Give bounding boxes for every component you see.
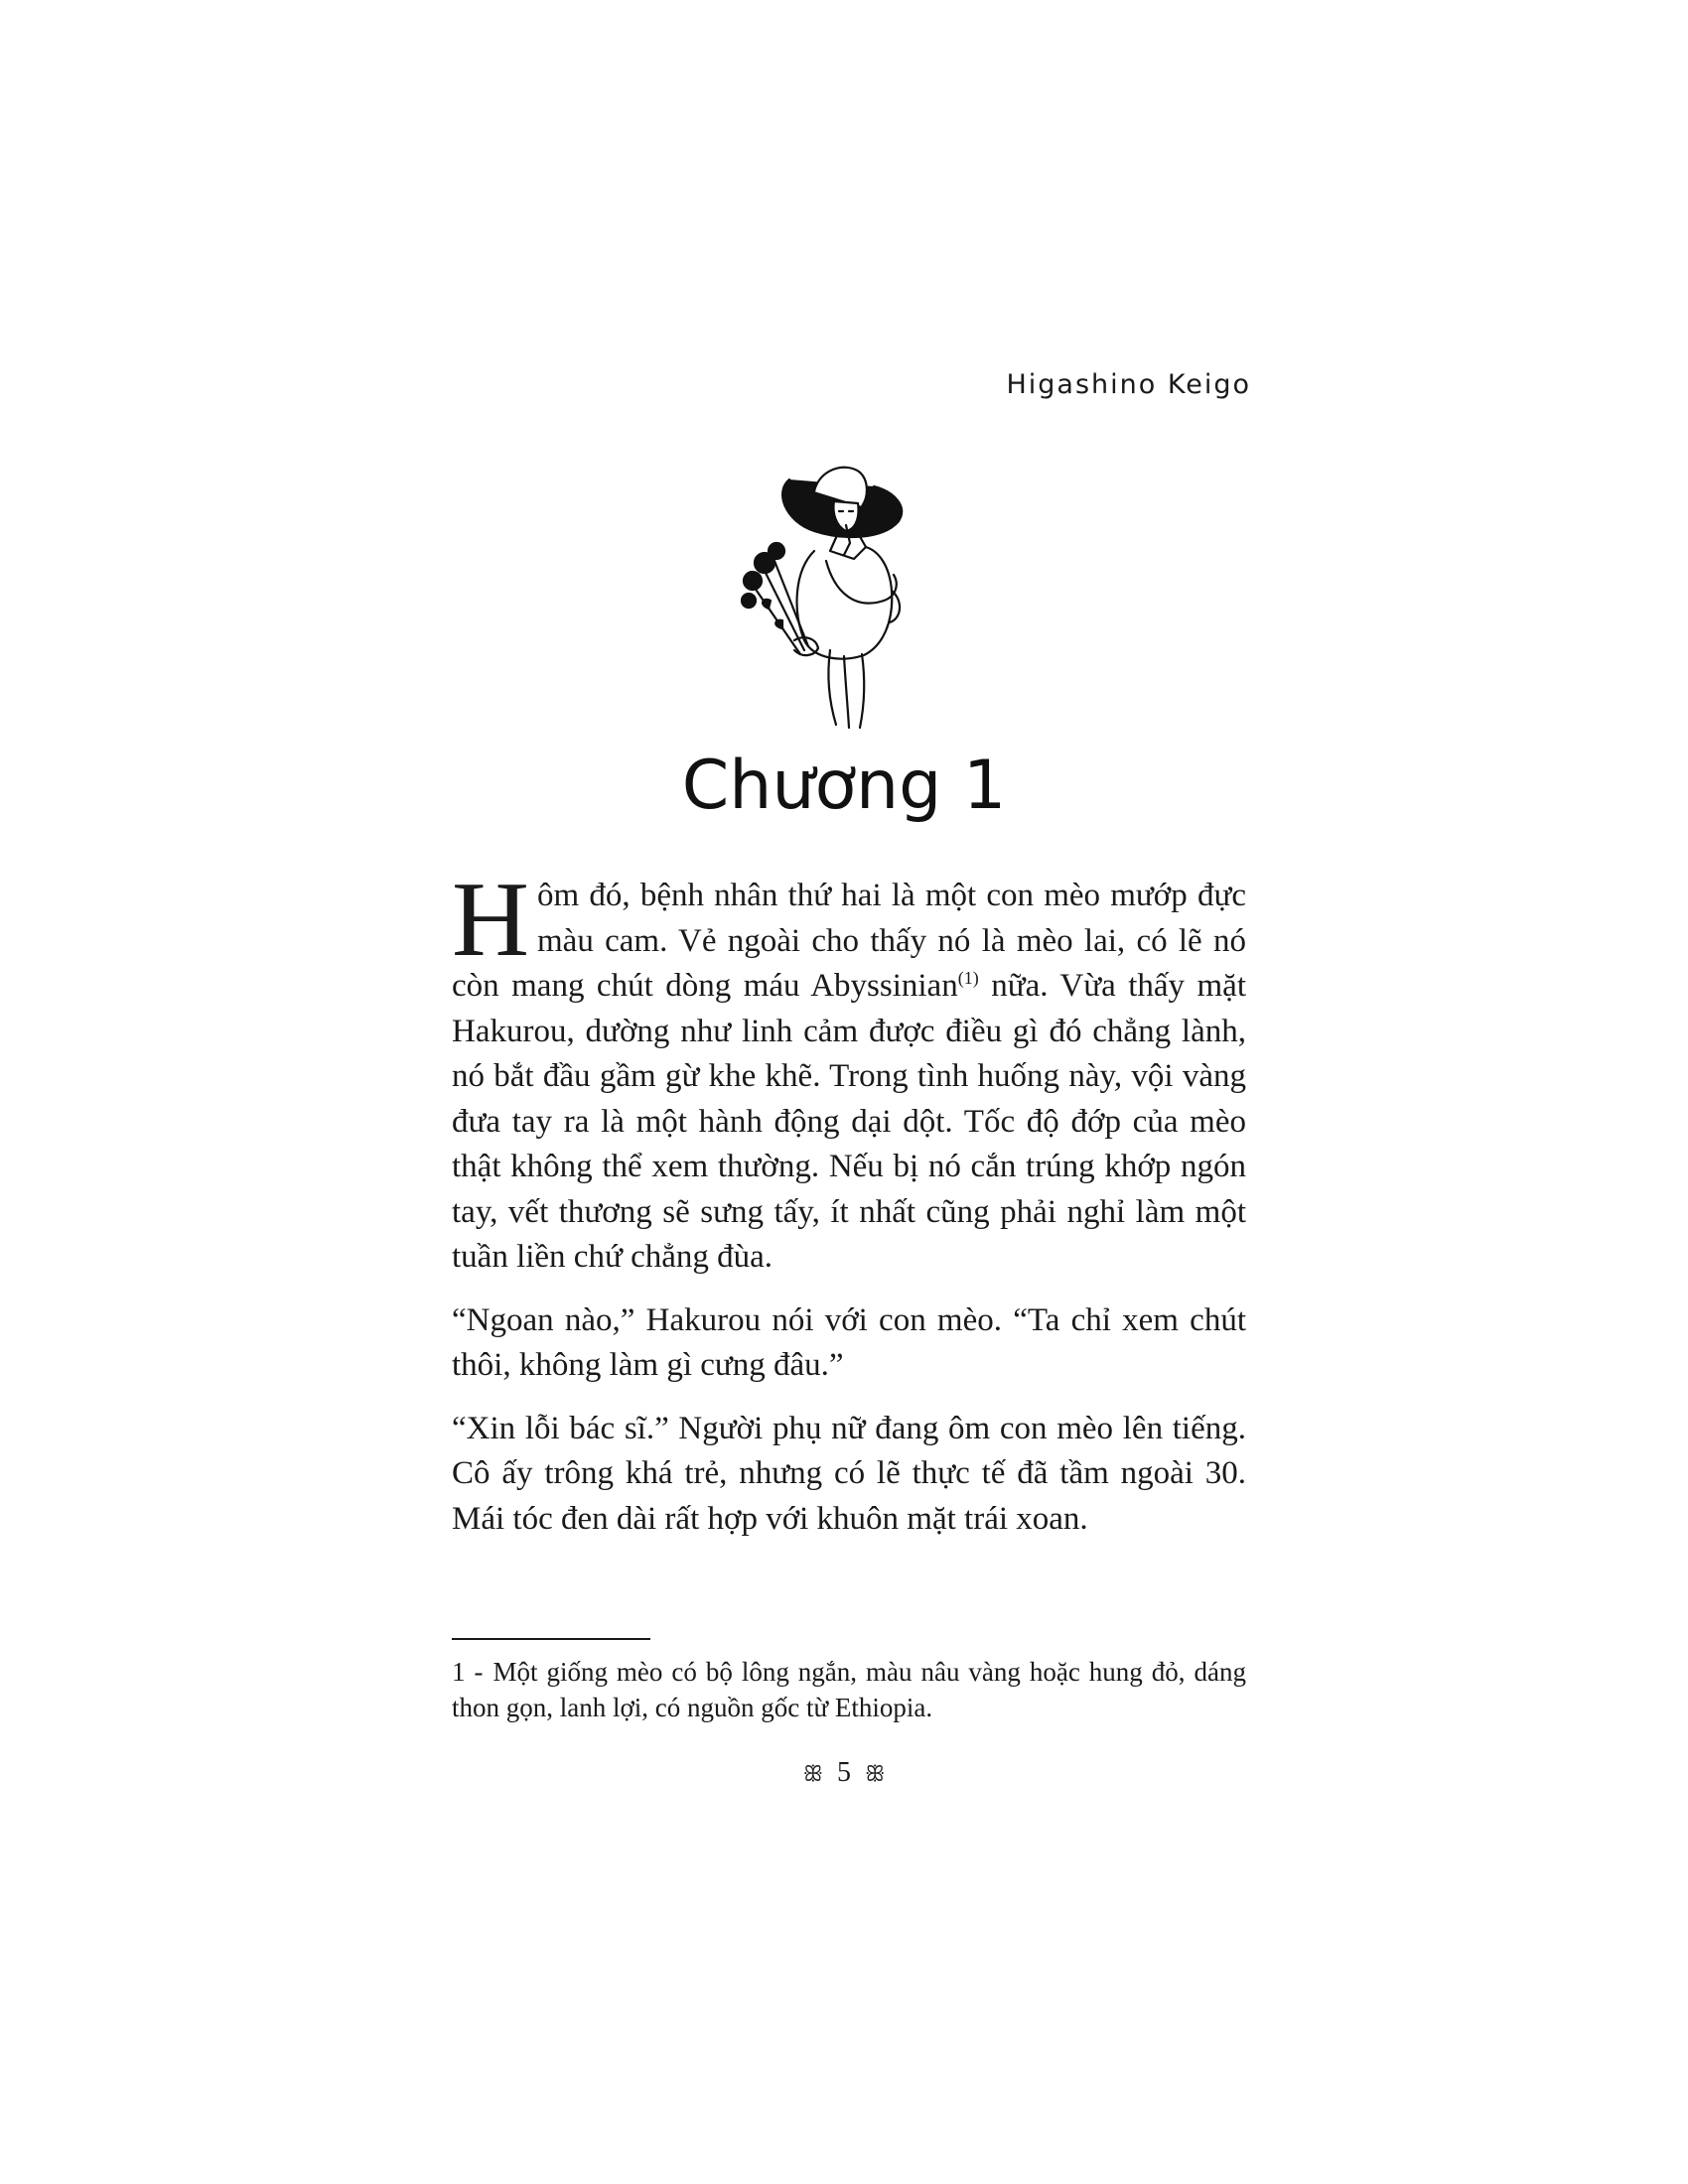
ornament-right-icon: ꕥ <box>865 1762 886 1787</box>
paragraph-1-text: ôm đó, bệnh nhân thứ hai là một con mèo mướp đực màu cam. Vẻ ngoài cho thấy nó là mèo lai, có lẽ nó còn mang chút dòng máu Abyssinian <box>452 878 1246 1004</box>
paragraph-1 <box>452 861 1246 1281</box>
footnote <box>452 1654 1246 1725</box>
paragraph-1-text-cont: nữa. Vừa thấy mặt Hakurou, dường như linh cảm được điều gì đó chẳng lành, nó bắt đầu gầm gừ khe khẽ. Trong tình huống này, vội vàng đưa tay ra là một hành động dại dột. Tốc độ đớp của mèo thật không thể xem thường. Nếu bị nó cắn trúng khớp ngón tay, vết thương sẽ sưng tấy, ít nhất cũng phải nghỉ làm một tuần liền chứ chẳng đùa. <box>452 968 1246 1275</box>
footnote-divider <box>452 1638 650 1640</box>
footnote-number: 1 - <box>452 1657 484 1687</box>
paragraph-3: “Xin lỗi bác sĩ.” Người phụ nữ đang ôm con mèo lên tiếng. Cô ấy trông khá trẻ, nhưng có lẽ thực tế đã tầm ngoài 30. Mái tóc đen dài rất hợp với khuôn mặt trái xoan. <box>452 1410 1246 1537</box>
page-number-block <box>0 1757 1688 1789</box>
ornament-left-icon: ꕥ <box>802 1762 823 1787</box>
woman-in-hat-illustration <box>735 452 963 730</box>
drop-cap: H <box>452 861 529 979</box>
footnote-text: Một giống mèo có bộ lông ngắn, màu nâu vàng hoặc hung đỏ, dáng thon gọn, lanh lợi, có nguồn gốc từ Ethiopia. <box>452 1657 1246 1722</box>
paragraph-2: “Ngoan nào,” Hakurou nói với con mèo. “Ta chỉ xem chút thôi, không làm gì cưng đâu.” <box>452 1301 1246 1383</box>
body-text <box>452 861 1246 1560</box>
footnote-reference[interactable]: (1) <box>957 968 979 988</box>
running-header-author: Higashino Keigo <box>1006 369 1251 400</box>
chapter-title: Chương 1 <box>681 747 1007 825</box>
page-number: 5 <box>837 1757 851 1788</box>
